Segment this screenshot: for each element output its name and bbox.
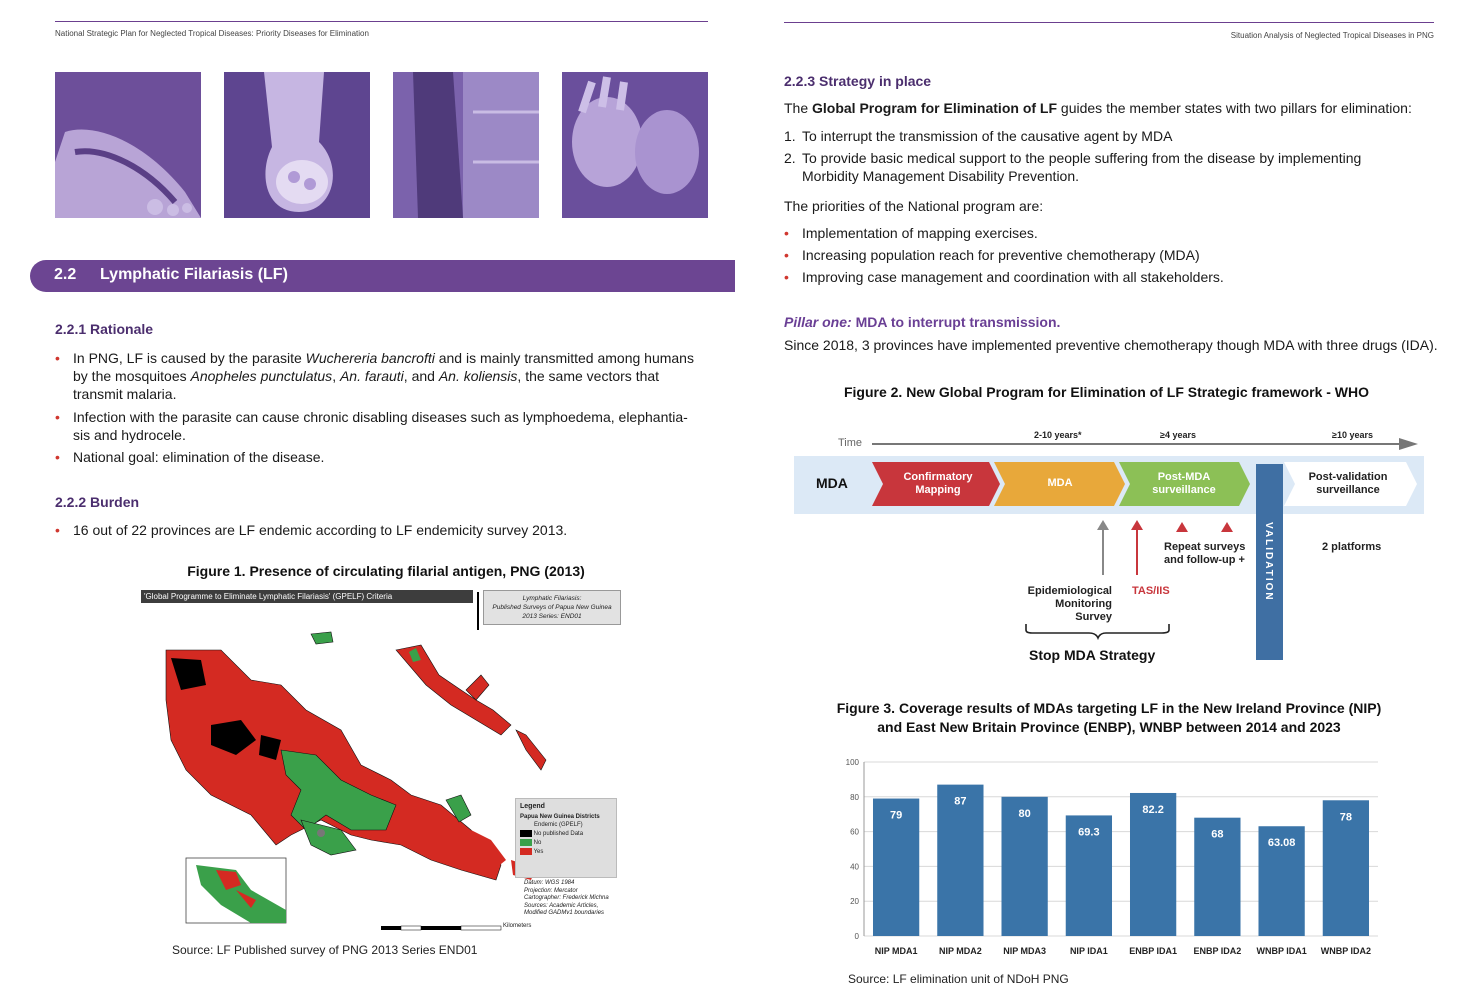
bullet-dot: •: [784, 247, 789, 263]
right-page-header: Situation Analysis of Neglected Tropical Diseases in PNG: [1230, 31, 1434, 40]
map-legend: [515, 798, 617, 878]
photo-foot-2: [224, 72, 370, 218]
fig2-repeat-surveys: Repeat surveys and follow-up +: [1164, 541, 1246, 566]
photo-foot-1: [55, 72, 201, 218]
figure3-title: Figure 3. Coverage results of MDAs targeting LF in the New Ireland Province (NIP) and East New Britain Province (ENBP), WNBP between 2014 and 2023: [836, 700, 1382, 735]
legend-item-nodata: No published Data: [520, 830, 612, 837]
bullet-line: by the mosquitoes Anopheles punctulatus, An. farauti, and An. koliensis, the same vectors that: [73, 368, 660, 384]
rationale-bullet-1: [55, 349, 713, 403]
legend-subtitle: Papua New Guinea Districts: [520, 814, 600, 820]
y-tick-label: 40: [850, 862, 859, 872]
map-info-box: Lymphatic Filariasis: Published Surveys of Papua New Guinea 2013 Series: END01: [483, 590, 621, 625]
pillar-heading: Pillar one: MDA to interrupt transmission.: [784, 314, 1061, 330]
strategy-heading: 2.2.3 Strategy in place: [784, 73, 932, 89]
fig2-mda-label: MDA: [816, 475, 848, 491]
bar-value-label: 68: [1211, 828, 1224, 841]
map-banner: 'Global Programme to Eliminate Lymphatic Filariasis' (GPELF) Criteria: [141, 590, 473, 603]
y-tick-label: 60: [850, 827, 859, 837]
burden-bullet: • 16 out of 22 provinces are LF endemic according to LF endemicity survey 2013.: [55, 522, 568, 538]
priority-item-2: • Increasing population reach for preventive chemotherapy (MDA): [784, 247, 1200, 263]
bullet-dot: •: [55, 350, 60, 366]
fig2-period-2: ≥4 years: [1160, 430, 1196, 440]
bullet-line: Infection with the parasite can cause chronic disabling diseases such as lymphoedema, elephantia-: [73, 409, 688, 425]
x-tick-label: NIP MDA3: [1003, 946, 1047, 956]
figure1-map: [141, 590, 621, 938]
legend-item-yes: Yes: [520, 848, 612, 855]
bar-value-label: 87: [954, 795, 967, 808]
section-banner: [30, 260, 735, 292]
bullet-line: In PNG, LF is caused by the parasite Wuchereria bancrofti and is mainly transmitted among humans: [73, 350, 694, 366]
rationale-bullet-2: [55, 408, 713, 444]
priority-item-3: • Improving case management and coordination with all stakeholders.: [784, 269, 1224, 285]
fig2-time-label: Time: [838, 437, 863, 449]
x-tick-label: WNBP IDA2: [1320, 946, 1372, 956]
rationale-heading: 2.2.1 Rationale: [55, 321, 154, 337]
y-tick-label: 100: [845, 758, 859, 767]
fig2-chevron-mda: MDA: [1047, 477, 1073, 489]
header-rule-right: [784, 22, 1434, 23]
x-tick-label: NIP IDA1: [1069, 946, 1108, 956]
legend-item-no: No: [520, 839, 612, 846]
figure1-source: Source: LF Published survey of PNG 2013 Series END01: [172, 943, 478, 957]
bullet-line: sis and hydrocele.: [73, 427, 186, 443]
photo-leg: [393, 72, 539, 218]
bar-value-label: 63.08: [1267, 837, 1296, 850]
bullet-line: National goal: elimination of the disease.: [73, 449, 325, 465]
fig2-tas: TAS/IIS: [1132, 585, 1170, 597]
fig2-chevron-postmda: Post-MDA surveillance: [1152, 471, 1216, 496]
legend-title: Legend: [520, 803, 545, 810]
y-tick-label: 0: [854, 932, 859, 941]
figure3-source: Source: LF elimination unit of NDoH PNG: [848, 972, 1069, 986]
bullet-line: transmit malaria.: [73, 386, 177, 402]
figure1-title: Figure 1. Presence of circulating filarial antigen, PNG (2013): [187, 563, 585, 579]
bar-value-label: 78: [1339, 811, 1352, 824]
x-tick-label: ENBP IDA2: [1193, 946, 1242, 956]
x-tick-label: WNBP IDA1: [1256, 946, 1307, 956]
fig2-validation-label: VALIDATION: [1263, 522, 1274, 602]
bullet-dot: •: [55, 522, 60, 538]
map-scale-label: Kilometers: [503, 923, 532, 929]
x-tick-label: NIP MDA1: [874, 946, 918, 956]
burden-heading: 2.2.2 Burden: [55, 494, 140, 510]
bullet-dot: •: [784, 269, 789, 285]
x-tick-label: NIP MDA2: [938, 946, 982, 956]
x-tick-label: ENBP IDA1: [1129, 946, 1178, 956]
fig2-period-3: ≥10 years: [1332, 430, 1373, 440]
figure3-bar-chart: [836, 752, 1396, 964]
priorities-intro: The priorities of the National program are:: [784, 198, 1044, 214]
fig2-chevron-confirmatory: Confirmatory Mapping: [903, 471, 973, 496]
bar-value-label: 69.3: [1078, 826, 1100, 839]
legend-group: Endemic (GPELF): [534, 822, 583, 828]
y-tick-label: 20: [850, 897, 859, 907]
bullet-dot: •: [55, 409, 60, 425]
header-rule-left: [55, 21, 708, 22]
fig2-stop-mda: Stop MDA Strategy: [1029, 647, 1156, 663]
bullet-dot: •: [784, 225, 789, 241]
figure2-title: Figure 2. New Global Program for Elimination of LF Strategic framework - WHO: [843, 384, 1370, 400]
strategy-intro: The Global Program for Elimination of LF guides the member states with two pillars for elimination:: [784, 100, 1412, 116]
map-credits: Datum: WGS 1984 Projection: Mercator Cartographer: Frederick Michna Sources: Academic Articles, Modified GADMv1 boundaries: [524, 880, 609, 916]
bar-value-label: 80: [1018, 807, 1031, 820]
section-number: 2.2: [54, 266, 77, 283]
bar-value-label: 82.2: [1142, 803, 1164, 816]
bar-value-label: 79: [890, 809, 903, 822]
fig2-chevron-postvalidation: Post-validation surveillance: [1308, 471, 1388, 496]
rationale-bullet-3: [55, 448, 713, 466]
fig2-platforms: 2 platforms: [1322, 541, 1382, 553]
numbered-item-2: 2. To provide basic medical support to the people suffering from the disease by implementing Morbidity Management Disability Prevention.: [784, 150, 1362, 184]
y-tick-label: 80: [850, 792, 859, 802]
pillar-text: Since 2018, 3 provinces have implemented preventive chemotherapy though MDA with three drugs (IDA).: [784, 337, 1438, 353]
bullet-dot: •: [55, 449, 60, 465]
left-page-header: National Strategic Plan for Neglected Tropical Diseases: Priority Diseases for Elimination: [55, 29, 369, 38]
fig2-epi-survey: Epidemiological Monitoring Survey: [1027, 585, 1112, 623]
fig2-period-1: 2-10 years*: [1034, 430, 1082, 440]
priority-item-1: • Implementation of mapping exercises.: [784, 225, 1038, 241]
section-title: Lymphatic Filariasis (LF): [100, 266, 288, 283]
photo-hands: [562, 72, 708, 218]
